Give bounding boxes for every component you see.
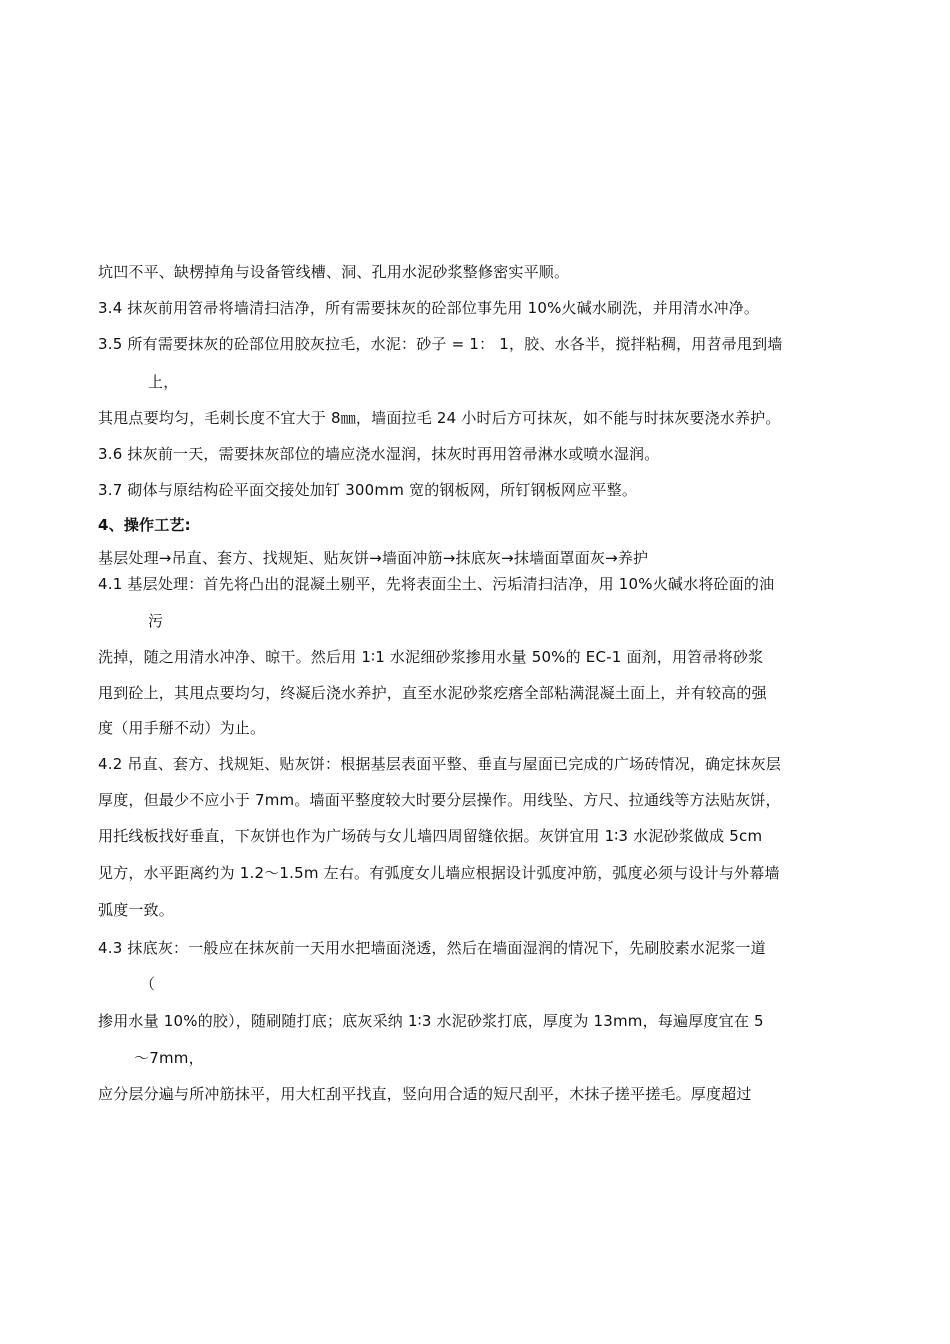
text-line: 3.5 所有需要抹灰的砼部位用胶灰拉毛，水泥：砂子 = 1： 1，胶、水各半，搅拌粘稠，用苕帚甩到墙 xyxy=(98,335,783,353)
text-line: 上， xyxy=(148,373,179,391)
text-line: 洗掉，随之用清水冲净、晾干。然后用 1∶1 水泥细砂浆掺用水量 50%的 EC-1 面剂，用笤帚将砂浆 xyxy=(98,648,764,666)
text-line: 甩到砼上，其甩点要均匀，终凝后浇水养护，直至水泥砂浆疙瘩全部粘满混凝土面上，并有较高的强 xyxy=(98,684,767,702)
text-line: 4.1 基层处理：首先将凸出的混凝土剔平，先将表面尘土、污垢清扫洁净，用 10%火碱水将砼面的油 xyxy=(98,575,775,593)
text-line: 用托线板找好垂直，下灰饼也作为广场砖与女儿墙四周留缝依据。灰饼宜用 1∶3 水泥砂浆做成 5cm xyxy=(98,827,763,845)
text-line: 度（用手掰不动）为止。 xyxy=(98,719,266,737)
text-line: 污 xyxy=(148,612,164,630)
text-line: 见方，水平距离约为 1.2～1.5m 左右。有弧度女儿墙应根据设计弧度冲筋，弧度必须与设计与外幕墙 xyxy=(98,864,780,882)
text-line: 厚度，但最少不应小于 7mm。墙面平整度较大时要分层操作。用线坠、方尺、拉通线等方法贴灰饼， xyxy=(98,791,781,809)
text-line: 4.2 吊直、套方、找规矩、贴灰饼：根据基层表面平整、垂直与屋面已完成的广场砖情况，确定抹灰层 xyxy=(98,755,782,773)
text-line: 应分层分遍与所冲筋抹平，用大杠刮平找直，竖向用合适的短尺刮平，木抹子搓平搓毛。厚度超过 xyxy=(98,1085,752,1103)
text-line: （ xyxy=(140,975,156,993)
text-line: ～7mm， xyxy=(134,1049,204,1067)
text-line: 3.7 砌体与原结构砼平面交接处加钉 300mm 宽的钢板网，所钉钢板网应平整。 xyxy=(98,481,638,499)
text-line: 掺用水量 10%的胶），随刷随打底；底灰采纳 1∶3 水泥砂浆打底，厚度为 13mm，每遍厚度宜在 5 xyxy=(98,1012,764,1030)
text-line: 基层处理→吊直、套方、找规矩、贴灰饼→墙面冲筋→抹底灰→抹墙面罩面灰→养护 xyxy=(98,549,649,567)
text-line: 弧度一致。 xyxy=(98,901,175,919)
text-line: 4.3 抹底灰：一般应在抹灰前一天用水把墙面浇透，然后在墙面湿润的情况下，先刷胶素水泥浆一道 xyxy=(98,939,766,957)
text-line: 其甩点要均匀，毛刺长度不宜大于 8㎜，墙面拉毛 24 小时后方可抹灰，如不能与时抹灰要浇水养护。 xyxy=(98,409,781,427)
section-heading: 4、操作工艺: xyxy=(98,516,191,534)
text-line: 3.6 抹灰前一天，需要抹灰部位的墙应浇水湿润，抹灰时再用笤帚淋水或喷水湿润。 xyxy=(98,445,660,463)
text-line: 坑凹不平、缺楞掉角与设备管线槽、洞、孔用水泥砂浆整修密实平顺。 xyxy=(98,263,570,281)
text-line: 3.4 抹灰前用笤帚将墙清扫洁净，所有需要抹灰的砼部位事先用 10%火碱水刷洗，并用清水冲净。 xyxy=(98,299,760,317)
